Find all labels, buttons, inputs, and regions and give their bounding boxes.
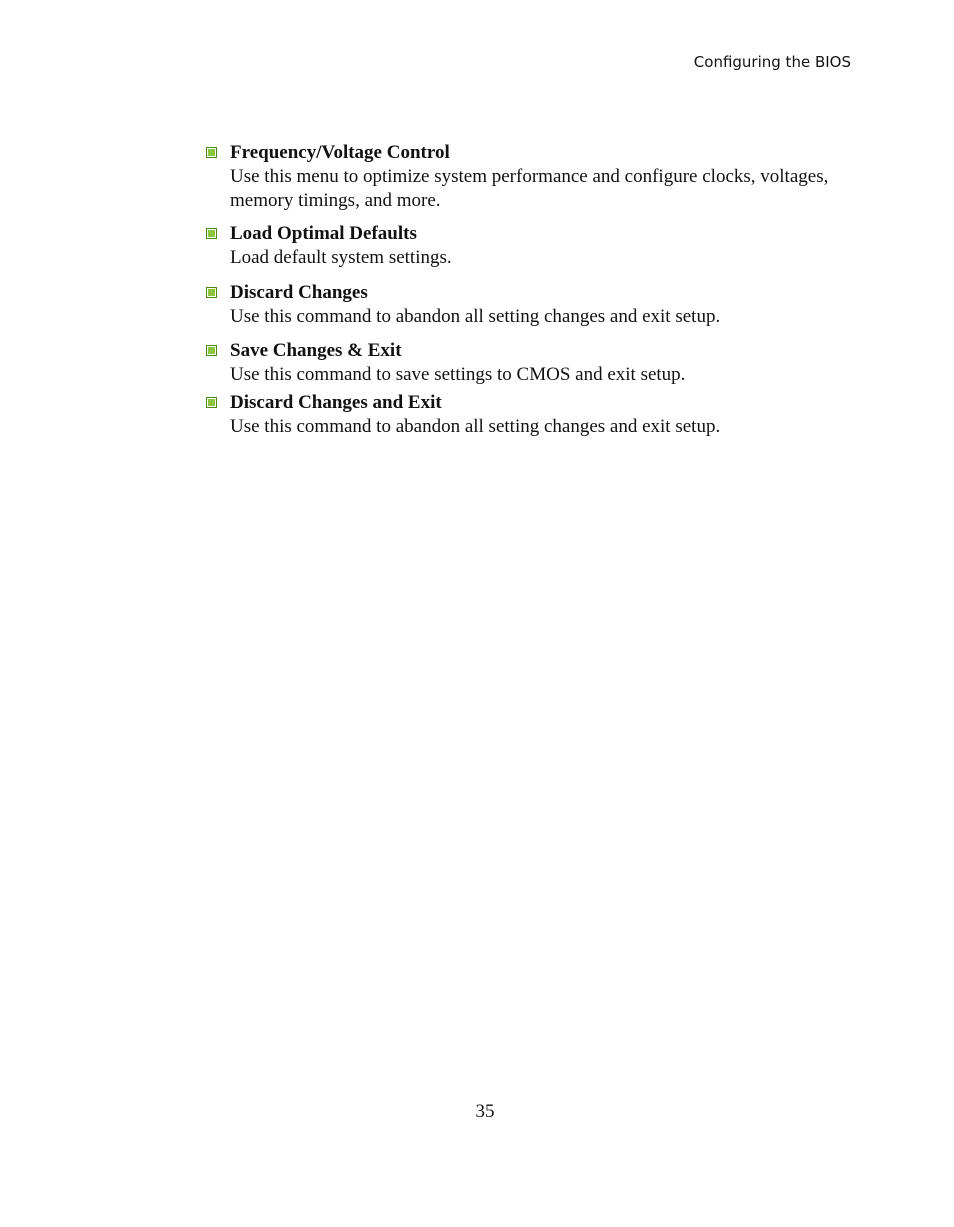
running-header: Configuring the BIOS	[693, 53, 851, 71]
page-number: 35	[475, 1101, 495, 1122]
square-bullet-icon	[206, 287, 217, 298]
item-title: Load Optimal Defaults	[230, 223, 417, 244]
item-description: Load default system settings.	[230, 247, 452, 268]
square-bullet-icon	[206, 397, 217, 408]
item-title: Discard Changes	[230, 282, 368, 303]
item-title: Save Changes & Exit	[230, 340, 402, 361]
square-bullet-icon	[206, 228, 217, 239]
list-item-discard-changes-and-exit	[206, 391, 886, 439]
item-title: Frequency/Voltage Control	[230, 142, 450, 163]
list-item-discard-changes	[206, 281, 886, 329]
menu-item-list	[206, 141, 886, 439]
item-description: Use this command to abandon all setting changes and exit setup.	[230, 306, 721, 327]
square-bullet-icon	[206, 345, 217, 356]
list-item-save-changes-exit	[206, 339, 886, 387]
item-title: Discard Changes and Exit	[230, 392, 442, 413]
item-description: Use this command to save settings to CMOS and exit setup.	[230, 364, 686, 385]
list-item-frequency-voltage-control	[206, 141, 886, 213]
square-bullet-icon	[206, 147, 217, 158]
list-item-load-optimal-defaults	[206, 222, 886, 270]
item-description: Use this command to abandon all setting changes and exit setup.	[230, 416, 721, 437]
item-description: Use this menu to optimize system performance and configure clocks, voltages, memory timings, and more.	[230, 166, 829, 211]
